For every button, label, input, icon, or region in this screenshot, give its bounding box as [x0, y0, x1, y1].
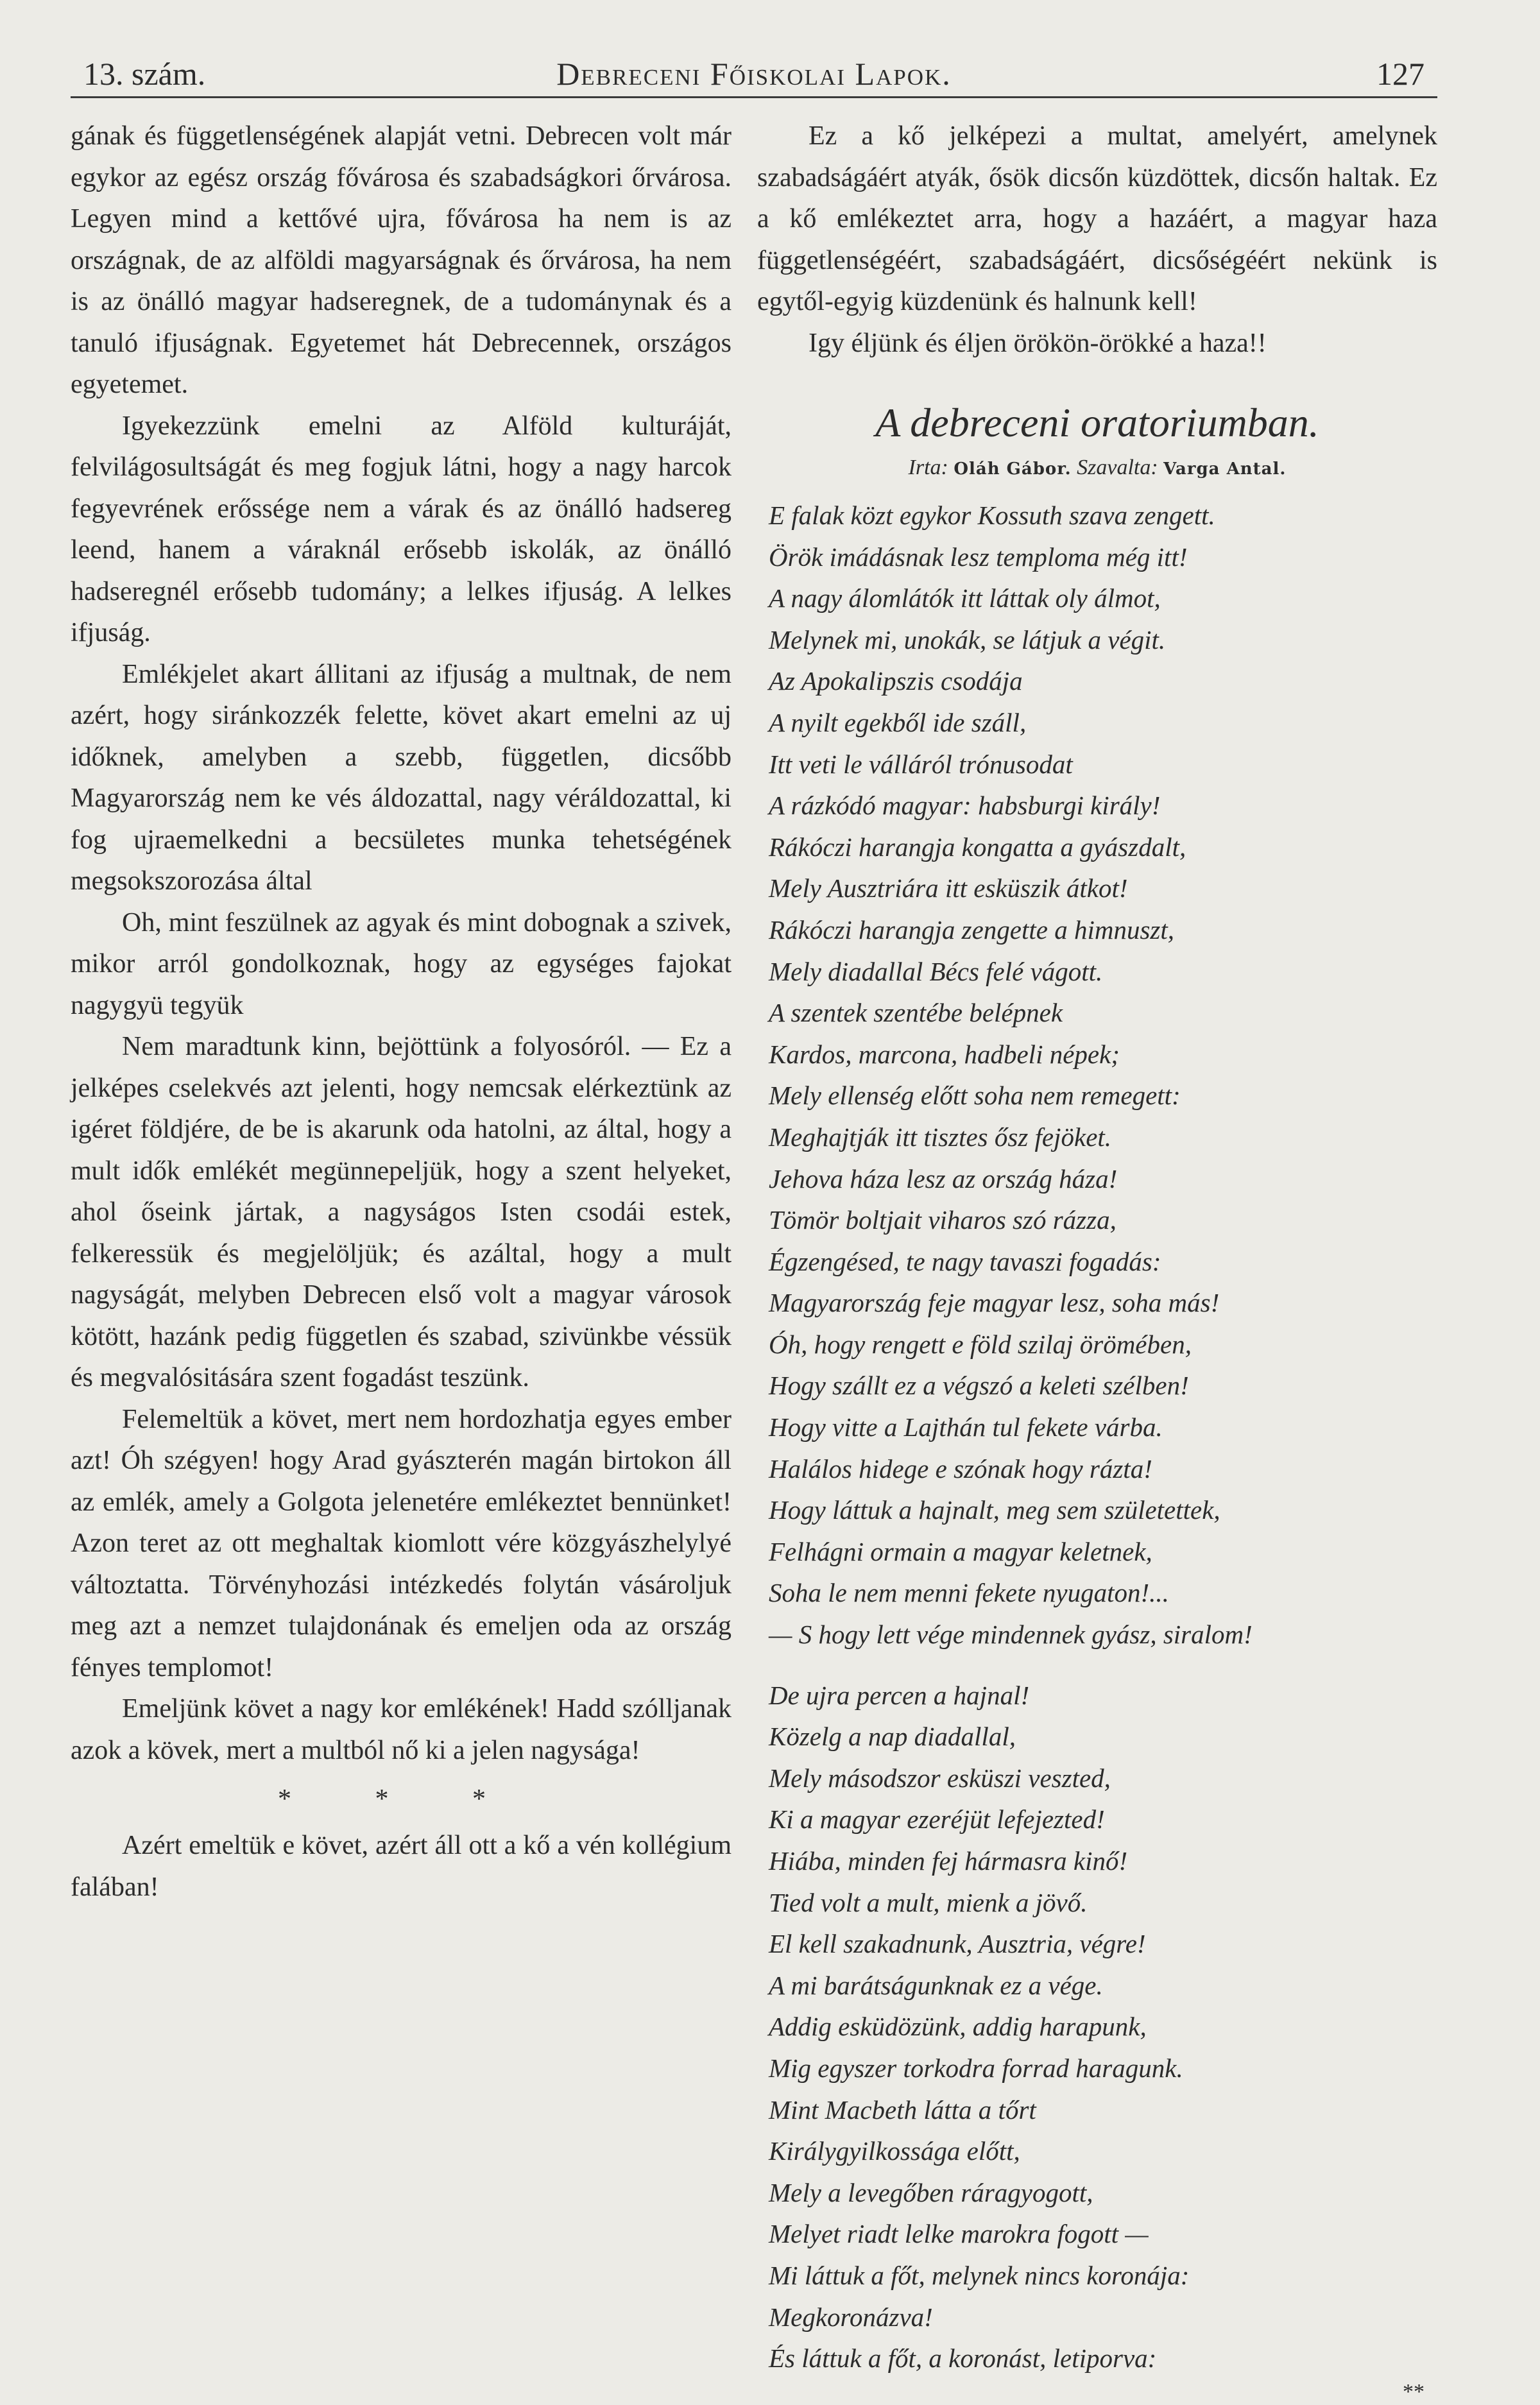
poem-title: A debreceni oratoriumban. — [875, 400, 1319, 445]
reciter-name: Varga Antal. — [1163, 459, 1287, 479]
poem-line: Addig esküdözünk, addig harapunk, — [769, 2012, 1147, 2042]
poem-line: Mely diadallal Bécs felé vágott. — [769, 956, 1103, 986]
page-header — [71, 50, 1437, 96]
poem-line: A szentek szentébe belépnek — [769, 998, 1063, 1028]
poem-line: Magyarország feje magyar lesz, soha más! — [769, 1288, 1220, 1318]
paragraph: Emlékjelet akart állitani az ifjuság a multnak, de nem azért, hogy siránkozzék felette, követ akart emelni az uj időknek, amelyben a szebb, független, dicsőbb Magyarország nem ke vés áldozattal, nagy véráldozattal, ki fog ujraemelkedni a becsületes munka tehetségének megsokszorozása által — [71, 659, 732, 896]
poem-line: Melyet riadt lelke marokra fogott — — [769, 2219, 1149, 2249]
poem-line: A nyilt egekből ide száll, — [769, 707, 1027, 737]
poem-line: De ujra percen a hajnal! — [769, 1680, 1030, 1710]
poem-line: Melynek mi, unokák, se látjuk a végit. — [769, 624, 1166, 655]
poem-stanza-1 — [757, 495, 1437, 1656]
poem-line: Mely ellenség előtt soha nem remegett: — [769, 1081, 1181, 1111]
poem-byline — [757, 451, 1437, 486]
poem-line: Tömör boltjait viharos szó rázza, — [769, 1205, 1116, 1235]
poem-line: Jehova háza lesz az ország háza! — [769, 1163, 1118, 1194]
poem-stanza-2 — [757, 1675, 1437, 2379]
poem-line: Hogy szállt ez a végszó a keleti szélben! — [769, 1371, 1189, 1401]
paragraph: gának és függetlenségének alapját vetni. Debrecen volt már egykor az egész ország fővárosa és szabadságkori őrvárosa. Legyen mind a kettővé ujra, fővárosa ha nem is az országnak, de az alföldi magyarságnak és őrvárosa, ha nem is az önálló magyar hadseregnek, de a tudománynak és a tanuló ifjuságnak. Egyetemet hát Debrecennek, országos egyetemet. — [71, 121, 732, 399]
poem-line: Meghajtják itt tisztes ősz fejöket. — [769, 1122, 1112, 1152]
poem-line: Hiába, minden fej hármasra kinő! — [769, 1846, 1128, 1876]
poem-line: Rákóczi harangja kongatta a gyászdalt, — [769, 832, 1186, 862]
paragraph: Oh, mint feszülnek az agyak és mint dobognak a szivek, mikor arról gondolkoznak, hogy az egységes fajokat nagygyü tegyük — [71, 907, 732, 1020]
poem-line: A mi barátságunknak ez a vége. — [769, 1970, 1103, 2000]
poem-line: Királygyilkossága előtt, — [769, 2136, 1020, 2166]
poem-line: Az Apokalipszis csodája — [769, 666, 1023, 696]
paragraph: Felemeltük a követ, mert nem hordozhatja egyes ember azt! Óh szégyen! hogy Arad gyászterén magán birtokon áll az emlék, amely a Golgota jelenetére emlékeztet bennünket! Azon teret az ott meghaltak kiomlott vére közgyászhelylyé változtatta. Törvényhozási intézkedés folytán vásároljuk meg azt a nemzet tulajdonának és emeljen oda az ország fényes templomot! — [71, 1404, 732, 1682]
poem-line: Mint Macbeth látta a tőrt — [769, 2094, 1036, 2125]
left-column — [71, 116, 732, 1908]
poem-line: Halálos hidege e szónak hogy rázta! — [769, 1453, 1152, 1484]
poem-line: Tied volt a mult, mienk a jövő. — [769, 1887, 1088, 1917]
poem-line: Rákóczi harangja zengette a himnuszt, — [769, 914, 1175, 945]
paragraph: Igyekezzünk emelni az Alföld kulturáját, felvilágosultságát és meg fogjuk látni, hogy a nagy harcok fegyevrének erőssége nem a várak és az önálló hadsereg leend, hanem a váraknál erősebb iskolák, az önálló hadseregnél erősebb tudomány; a lelkes ifjuság. A lelkes ifjuság. — [71, 411, 732, 647]
paragraph: Ez a kő jelképezi a multat, amelyért, amelynek szabadságáért atyák, ősök dicsőn küzdöttek, dicsőn haltak. Ez a kő emlékeztet arra, hogy a hazáért, a magyar haza függetlenségéért, szabadságáért, dicsőségéért nekünk is egytől-egyig küzdenünk és halnunk kell! — [757, 121, 1437, 316]
poem-line: Ki a magyar ezeréjüt lefejezted! — [769, 1804, 1105, 1835]
poem-line: Megkoronázva! — [769, 2302, 933, 2332]
poem-line: Óh, hogy rengett e föld szilaj örömében, — [769, 1329, 1192, 1359]
poem-line: Mely Ausztriára itt esküszik átkot! — [769, 873, 1128, 903]
poem-line: A rázkódó magyar: habsburgi király! — [769, 791, 1161, 821]
header-rule — [71, 96, 1437, 98]
poem-line: Mi láttuk a főt, melynek nincs koronája: — [769, 2260, 1190, 2290]
poem-line: Mely a levegőben ráragyogott, — [769, 2177, 1093, 2207]
poem-line: Hogy vitte a Lajthán tul fekete várba. — [769, 1412, 1163, 1442]
poem-line: Mig egyszer torkodra forrad haragunk. — [769, 2053, 1183, 2083]
signature: ** — [1403, 2379, 1425, 2404]
poem-line: Hogy láttuk a hajnalt, meg sem születettek, — [769, 1495, 1220, 1525]
poem-line: Kardos, marcona, hadbeli népek; — [769, 1039, 1120, 1069]
poem-line: Felhágni ormain a magyar keletnek, — [769, 1536, 1152, 1566]
right-column — [757, 116, 1437, 2405]
poem-line: E falak közt egykor Kossuth szava zengett. — [769, 501, 1215, 530]
poem-line: Örök imádásnak lesz temploma még itt! — [769, 542, 1188, 572]
byline-irta-label: Irta: — [908, 456, 948, 479]
poem-line: — S hogy lett vége mindennek gyász, siralom! — [769, 1620, 1253, 1650]
page-number: 127 — [1376, 56, 1425, 92]
section-separator: * * * — [278, 1784, 524, 1814]
poem-line: Soha le nem menni fekete nyugaton!... — [769, 1578, 1169, 1608]
poem-line: Égzengésed, te nagy tavaszi fogadás: — [769, 1246, 1161, 1276]
issue-number: 13. szám. — [83, 56, 206, 92]
poem-line: Mely másodszor esküszi veszted, — [769, 1763, 1111, 1793]
poem-line: A nagy álomlátók itt láttak oly álmot, — [769, 583, 1161, 613]
poem-line: Itt veti le válláról trónusodat — [769, 749, 1073, 779]
journal-title: Debreceni Főiskolai Lapok. — [556, 56, 952, 92]
poem-line: Közelg a nap diadallal, — [769, 1722, 1016, 1752]
closing-paragraph: Azért emeltük e követ, azért áll ott a kő a vén kollégium falában! — [71, 1831, 732, 1902]
paragraph: Nem maradtunk kinn, bejöttünk a folyosóról. — Ez a jelképes cselekvés azt jelenti, hogy nemcsak elérkeztünk az igéret földjére, de be is akarunk oda hatolni, az által, hogy a mult idők emlékét megünnepeljük, hogy a szent helyeket, ahol őseink jártak, a nagyságos Isten csodái estek, felkeressük és megjelöljük; és azáltal, hogy a mult nagyságát, melyben Debrecen első volt a magyar városok kötött, hazánk pedig független és szabad, szivünkbe véssük és megvalósitására szent fogadást teszünk. — [71, 1032, 732, 1392]
author-name: Oláh Gábor. — [954, 459, 1072, 479]
paragraph: Emeljünk követ a nagy kor emlékének! Hadd szólljanak azok a kövek, mert a multból nő ki a jelen nagysága! — [71, 1694, 732, 1765]
poem-line: És láttuk a főt, a koronást, letiporva: — [769, 2343, 1157, 2374]
poem-line: El kell szakadnunk, Ausztria, végre! — [769, 1929, 1146, 1959]
byline-szavalta-label: Szavalta: — [1077, 456, 1158, 479]
paragraph: Igy éljünk és éljen örökön-örökké a haza!! — [809, 328, 1267, 358]
